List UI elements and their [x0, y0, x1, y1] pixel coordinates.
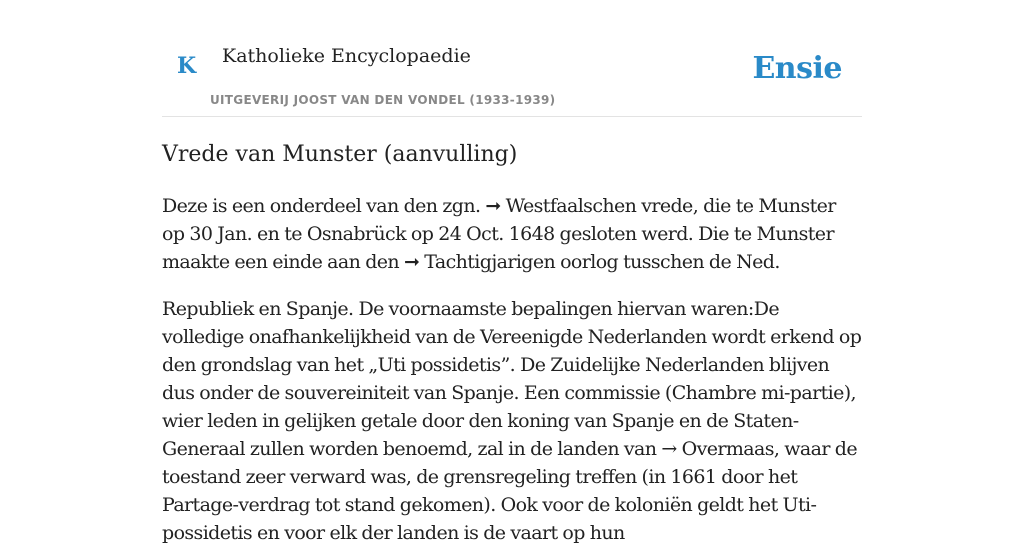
publisher-label: UITGEVERIJ JOOST VAN DEN VONDEL (1933-1939) [210, 93, 556, 107]
site-header [162, 0, 862, 117]
article-title: Vrede van Munster (aanvulling) [162, 142, 518, 167]
encyclopedia-logo[interactable]: K [177, 53, 197, 79]
page [162, 0, 862, 544]
article-paragraph: Deze is een onderdeel van den zgn. ➞ Westfaalschen vrede, die te Munster op 30 Jan. en te Osnabrück op 24 Oct. 1648 gesloten werd. Die te Munster maakte een einde aan den ➞ Tachtigjarigen oorlog tusschen de Ned. [162, 195, 836, 273]
encyclopedia-title-link[interactable]: Katholieke Encyclopaedie [222, 45, 471, 67]
ensie-logo-link[interactable]: Ensie [752, 51, 842, 86]
article-paragraph: Republiek en Spanje. De voornaamste bepalingen hiervan waren:De volledige onafhankelijkheid van de Vereenigde Nederlanden wordt erkend op den grondslag van het „Uti possidetis”. De Zuidelijke Nederlanden blijven dus onder de souvereiniteit van Spanje. Een commissie (Chambre mi-partie), wier leden in gelijken getale door den koning van Spanje en de Staten-Generaal zullen worden benoemd, zal in de landen van → Overmaas, waar de toestand zeer verward was, de grensregeling treffen (in 1661 door het Partage-verdrag tot stand gekomen). Ook voor de koloniën geldt het Uti-possidetis en voor elk der landen is de vaart op hun [162, 298, 862, 544]
